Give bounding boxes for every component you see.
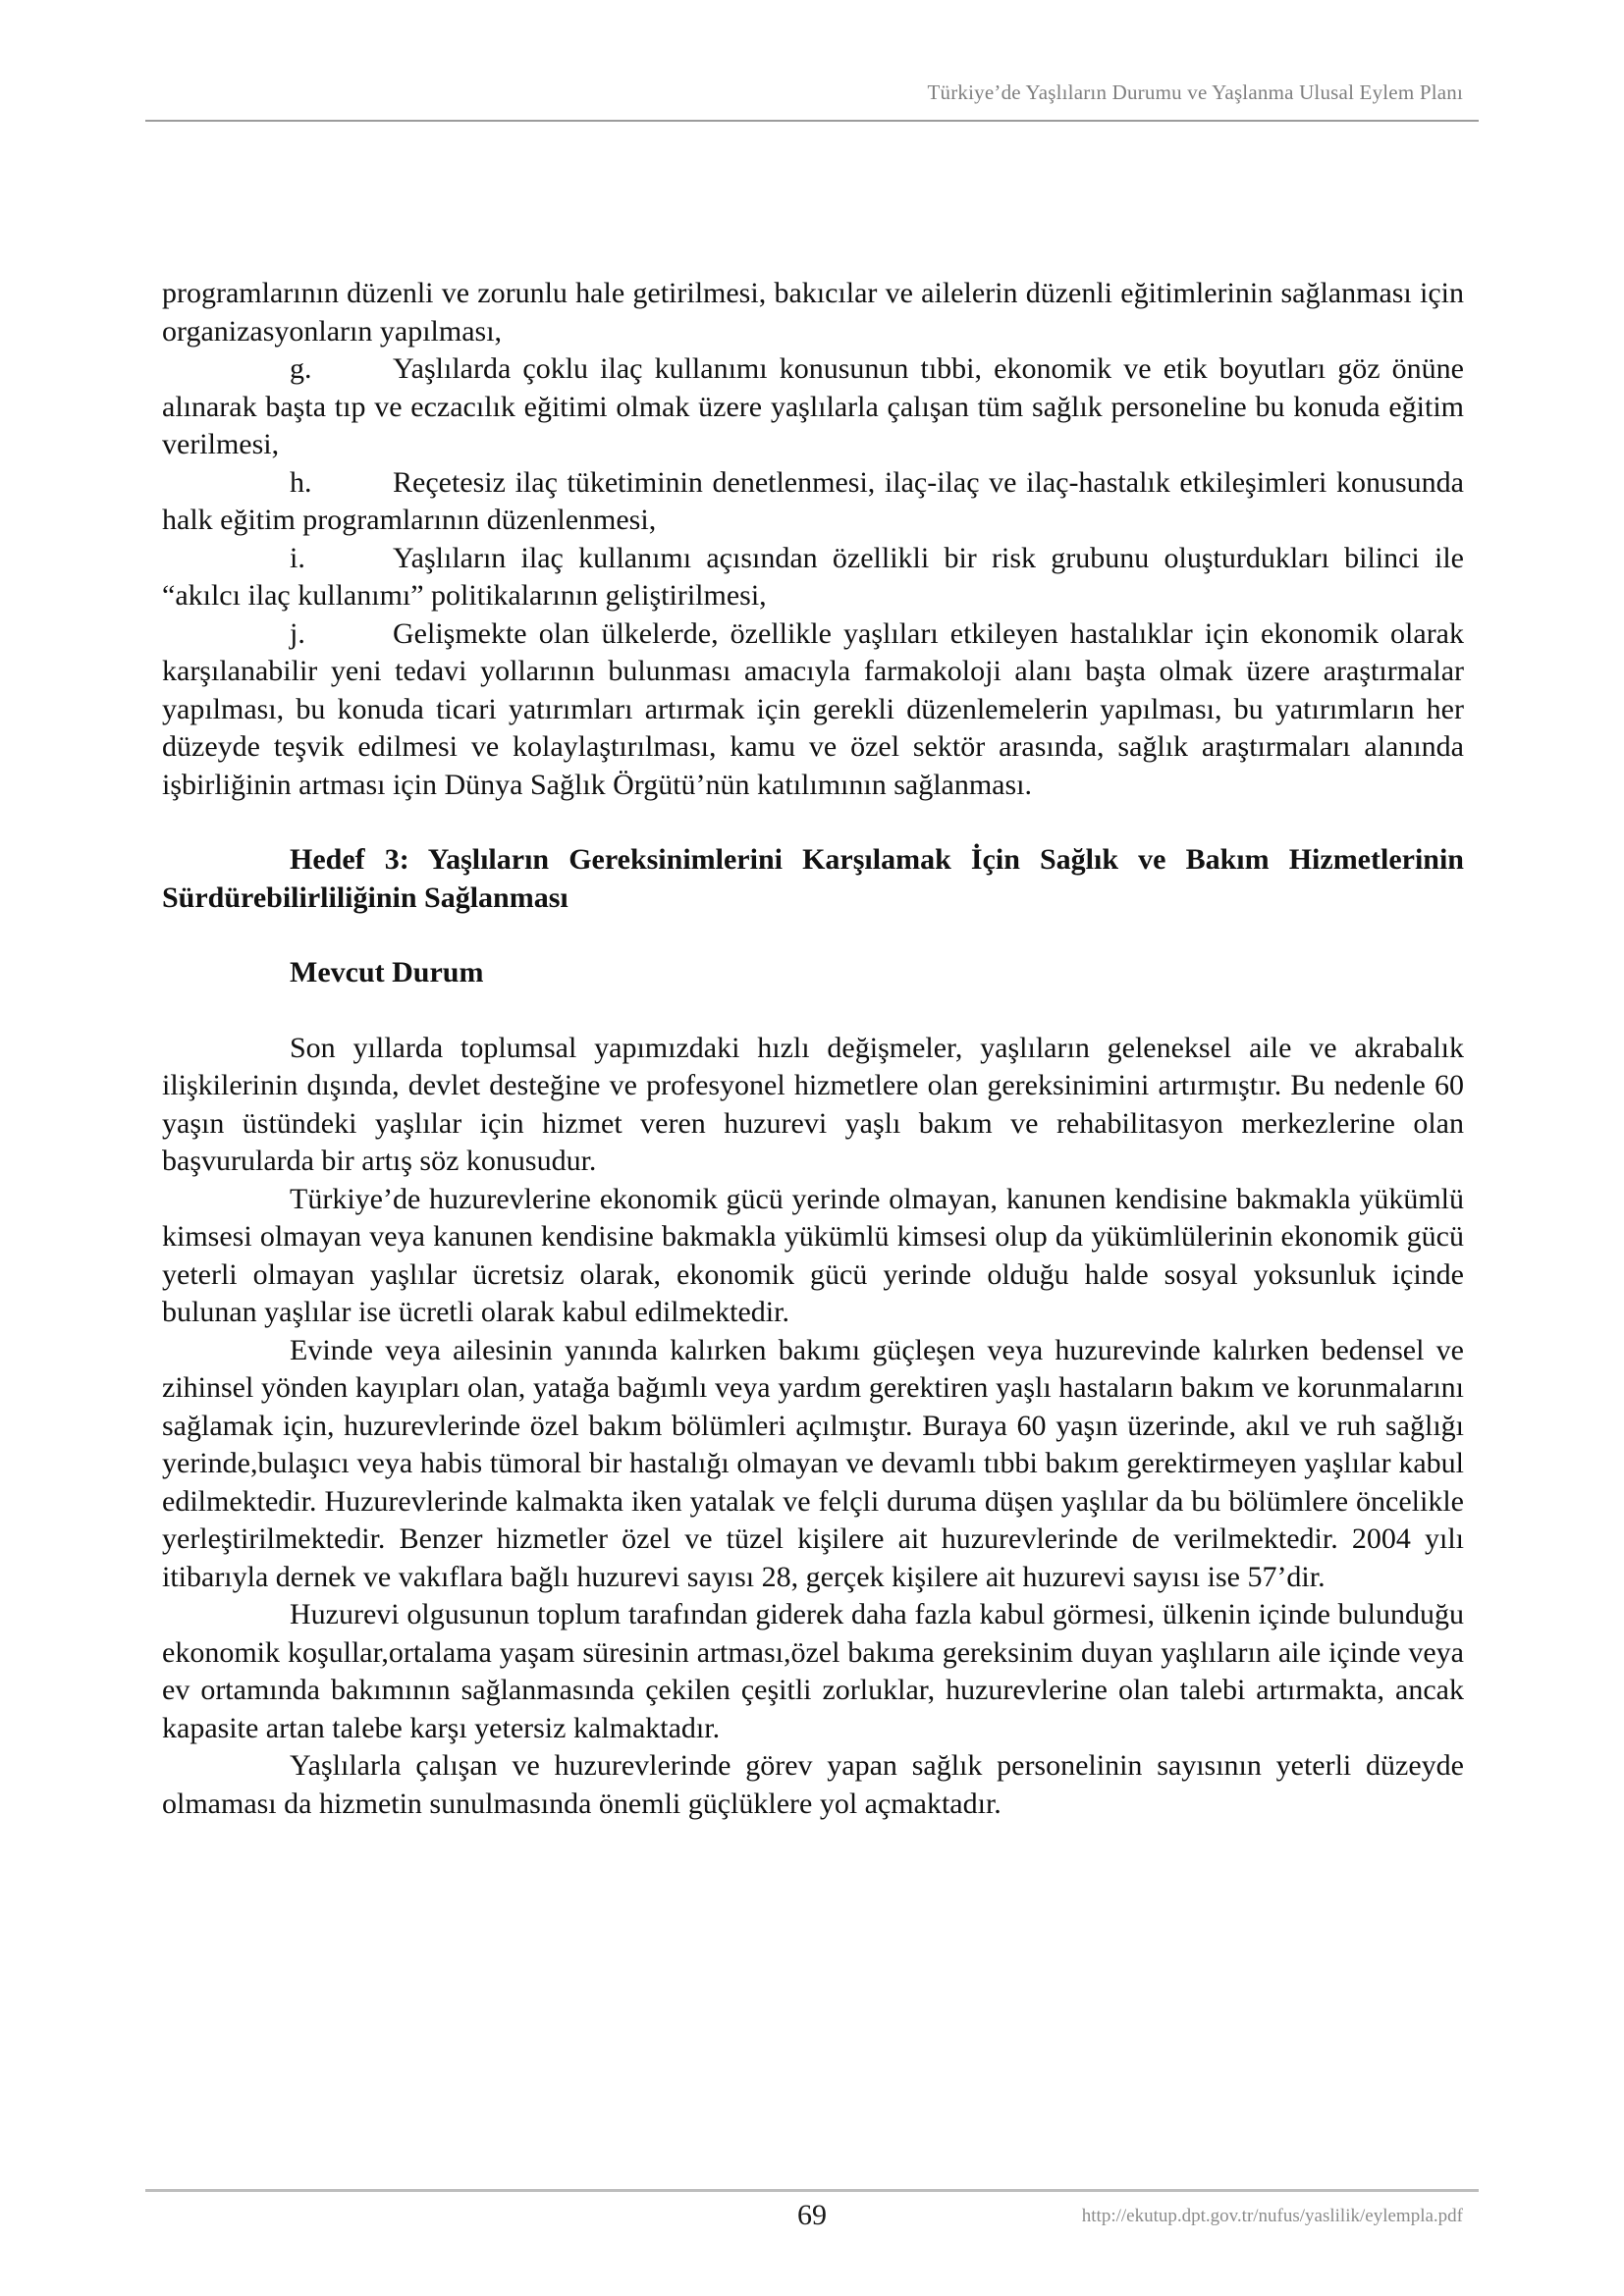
- section-heading-hedef-3: Hedef 3: Yaşlıların Gereksinimlerini Karşılamak İçin Sağlık ve Bakım Hizmetlerinin Sürdürebilirliliğinin Sağlanması: [162, 843, 1464, 914]
- list-item-j: [162, 615, 1464, 805]
- list-item-text: Gelişmekte olan ülkelerde, özellikle yaşlıları etkileyen hastalıklar için ekonomik olarak karşılanabilir yeni tedavi yollarının bulunması amacıyla farmakoloji alanı başta olmak üzere araştırmalar yapılması, bu konuda ticari yatırımları artırmak için gerekli düzenlemelerin yapılması, bu yatırımların her düzeyde teşvik edilmesi ve kolaylaştırılması, kamu ve özel sektör arasında, sağlık araştırmaları alanında işbirliğinin artması için Dünya Sağlık Örgütü’nün katılımının sağlanması.: [162, 616, 1464, 801]
- list-item-label: h.: [290, 465, 312, 499]
- continuation-paragraph: programlarının düzenli ve zorunlu hale getirilmesi, bakıcılar ve ailelerin düzenli eğitimlerinin sağlanması için organizasyonların yapılması,: [162, 277, 1464, 347]
- list-item-label: g.: [290, 352, 312, 385]
- body-paragraph: Türkiye’de huzurevlerine ekonomik gücü yerinde olmayan, kanunen kendisine bakmakla yükümlü kimsesi olmayan veya kanunen kendisine bakmakla yükümlü kimsesi olup da yükümlülerinin ekonomik gücü yeterli olmayan yaşlılar ücretsiz olarak, ekonomik gücü yerinde olduğu halde sosyal yoksunluk içinde bulunan yaşlılar ise ücretli olarak kabul edilmektedir.: [162, 1182, 1464, 1328]
- subsection-heading-mevcut-durum: Mevcut Durum: [290, 956, 484, 988]
- body-paragraph: Evinde veya ailesinin yanında kalırken bakımı güçleşen veya huzurevinde kalırken bedensel ve zihinsel yönden kayıpları olan, yatağa bağımlı veya yardım gerektiren yaşlı hastaların bakım ve korunmalarını sağlamak için, huzurevlerinde özel bakım bölümleri açılmıştır. Buraya 60 yaşın üzerinde, akıl ve ruh sağlığı yerinde,bulaşıcı veya habis tümoral bir hastalığı olmayan ve devamlı tıbbi bakım gerektirmeyen yaşlılar kabul edilmektedir. Huzurevlerinde kalmakta iken yatalak ve felçli duruma düşen yaşlılar da bu bölümlere öncelikle yerleştirilmektedir. Benzer hizmetler özel ve tüzel kişilere ait huzurevlerinde de verilmektedir. 2004 yılı itibarıyla dernek ve vakıflara bağlı huzurevi sayısı 28, gerçek kişilere ait huzurevi sayısı ise 57’dir.: [162, 1333, 1464, 1593]
- list-item-label: i.: [290, 541, 305, 574]
- header-divider: [145, 120, 1479, 122]
- list-item-g: [162, 350, 1464, 464]
- list-item-i: [162, 540, 1464, 615]
- page-header-title: Türkiye’de Yaşlıların Durumu ve Yaşlanma Ulusal Eylem Planı: [927, 80, 1463, 104]
- body-paragraph: Son yıllarda toplumsal yapımızdaki hızlı değişmeler, yaşlıların geleneksel aile ve akrabalık ilişkilerinin dışında, devlet desteğine ve profesyonel hizmetlere olan gereksinimini artırmıştır. Bu nedenle 60 yaşın üstündeki yaşlılar için hizmet veren huzurevi yaşlı bakım ve rehabilitasyon merkezlerine olan başvurularda bir artış söz konusudur.: [162, 1031, 1464, 1177]
- footer-divider: [145, 2189, 1479, 2192]
- document-body: [162, 275, 1464, 1823]
- list-item-text: Yaşlılarda çoklu ilaç kullanımı konusunun tıbbi, ekonomik ve etik boyutları göz önüne alınarak başta tıp ve eczacılık eğitimi olmak üzere yaşlılarla çalışan tüm sağlık personeline bu konuda eğitim verilmesi,: [162, 352, 1464, 460]
- body-paragraph: Yaşlılarla çalışan ve huzurevlerinde görev yapan sağlık personelinin sayısının yeterli düzeyde olmaması da hizmetin sunulmasında önemli güçlüklere yol açmaktadır.: [162, 1749, 1464, 1820]
- footer-url: http://ekutup.dpt.gov.tr/nufus/yaslilik/eylempla.pdf: [1081, 2206, 1463, 2226]
- list-item-text: Yaşlıların ilaç kullanımı açısından özellikli bir risk grubunu oluşturdukları bilinci ile “akılcı ilaç kullanımı” politikalarının geliştirilmesi,: [162, 541, 1464, 612]
- list-item-h: [162, 464, 1464, 540]
- list-item-label: j.: [290, 616, 305, 650]
- body-paragraph: Huzurevi olgusunun toplum tarafından giderek daha fazla kabul görmesi, ülkenin içinde bulunduğu ekonomik koşullar,ortalama yaşam süresinin artması,özel bakıma gereksinim duyan yaşlıların aile içinde veya ev ortamında bakımının sağlanmasında çekilen çeşitli zorluklar, huzurevlerine olan talebi artırmakta, ancak kapasite artan talebe karşı yetersiz kalmaktadır.: [162, 1598, 1464, 1744]
- list-item-text: Reçetesiz ilaç tüketiminin denetlenmesi, ilaç-ilaç ve ilaç-hastalık etkileşimleri konusunda halk eğitim programlarının düzenlenmesi,: [162, 465, 1464, 536]
- page-number: 69: [797, 2199, 827, 2231]
